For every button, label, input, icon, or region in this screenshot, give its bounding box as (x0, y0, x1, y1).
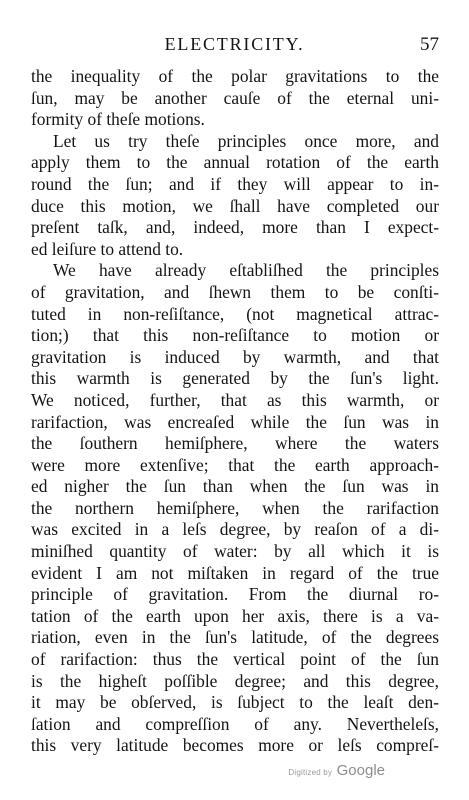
body-text (31, 66, 439, 757)
text-line: ſun, may be another cauſe of the eternal uni- (31, 87, 439, 108)
text-line: of rarifaction: thus the vertical point of the ſun (31, 649, 439, 670)
text-line: riation, even in the ſun's latitude, of the degrees (31, 627, 439, 648)
text-line: tation of the earth upon her axis, there is a va- (31, 605, 439, 626)
text-line: of gravitation, and ſhewn them to be conſti- (31, 281, 439, 302)
text-line: We noticed, further, that as this warmth, or (31, 389, 439, 410)
text-line: ed leiſure to attend to. (31, 238, 184, 259)
text-line: round the ſun; and if they will appear to in- (31, 173, 439, 194)
text-line: is the higheſt poſſible degree; and this degree, (31, 670, 439, 691)
text-line: principle of gravitation. From the diurnal ro- (31, 584, 439, 605)
text-line: apply them to the annual rotation of the earth (31, 152, 439, 173)
google-logo: Google (336, 762, 385, 779)
text-line: We have already eſtabliſhed the principles (53, 260, 439, 281)
text-line: it may be obſerved, is ſubject to the leaſt den- (31, 692, 439, 713)
digitized-watermark (288, 762, 385, 780)
text-line: gravitation is induced by warmth, and that (31, 346, 439, 367)
text-line: preſent taſk, and, indeed, more than I expect- (31, 217, 439, 238)
watermark-prefix: Digitized by (288, 768, 333, 777)
text-line: this very latitude becomes more or leſs compreſ- (31, 735, 439, 756)
text-line: ed nigher the ſun than when the ſun was in (31, 476, 439, 497)
text-line: tuted in non-reſiſtance, (not magnetical attrac- (31, 303, 439, 324)
text-line: duce this motion, we ſhall have completed our (31, 195, 439, 216)
running-head: ELECTRICITY. (164, 34, 305, 54)
text-line: tion;) that this non-reſiſtance to motion or (31, 325, 439, 346)
text-line: formity of theſe motions. (31, 109, 205, 130)
text-line: evident I am not miſtaken in regard of the true (31, 562, 439, 583)
text-line: the inequality of the polar gravitations to the (31, 66, 439, 86)
text-line: the northern hemiſphere, when the rarifaction (31, 497, 439, 518)
text-line: the ſouthern hemiſphere, where the waters (31, 433, 439, 454)
text-line: miniſhed quantity of water: by all which it is (31, 541, 439, 562)
page-number: 57 (420, 34, 439, 55)
text-line: Let us try theſe principles once more, and (53, 130, 439, 151)
text-line: rarifaction, was encreaſed while the ſun was in (31, 411, 439, 432)
text-line: this warmth is generated by the ſun's light. (31, 368, 439, 389)
text-line: was excited in a leſs degree, by reaſon of a di- (31, 519, 439, 540)
text-line: ſation and compreſſion of any. Neverthelеſs, (31, 713, 439, 734)
text-line: were more extenſive; that the earth approach- (31, 454, 439, 475)
page-header (30, 34, 439, 60)
